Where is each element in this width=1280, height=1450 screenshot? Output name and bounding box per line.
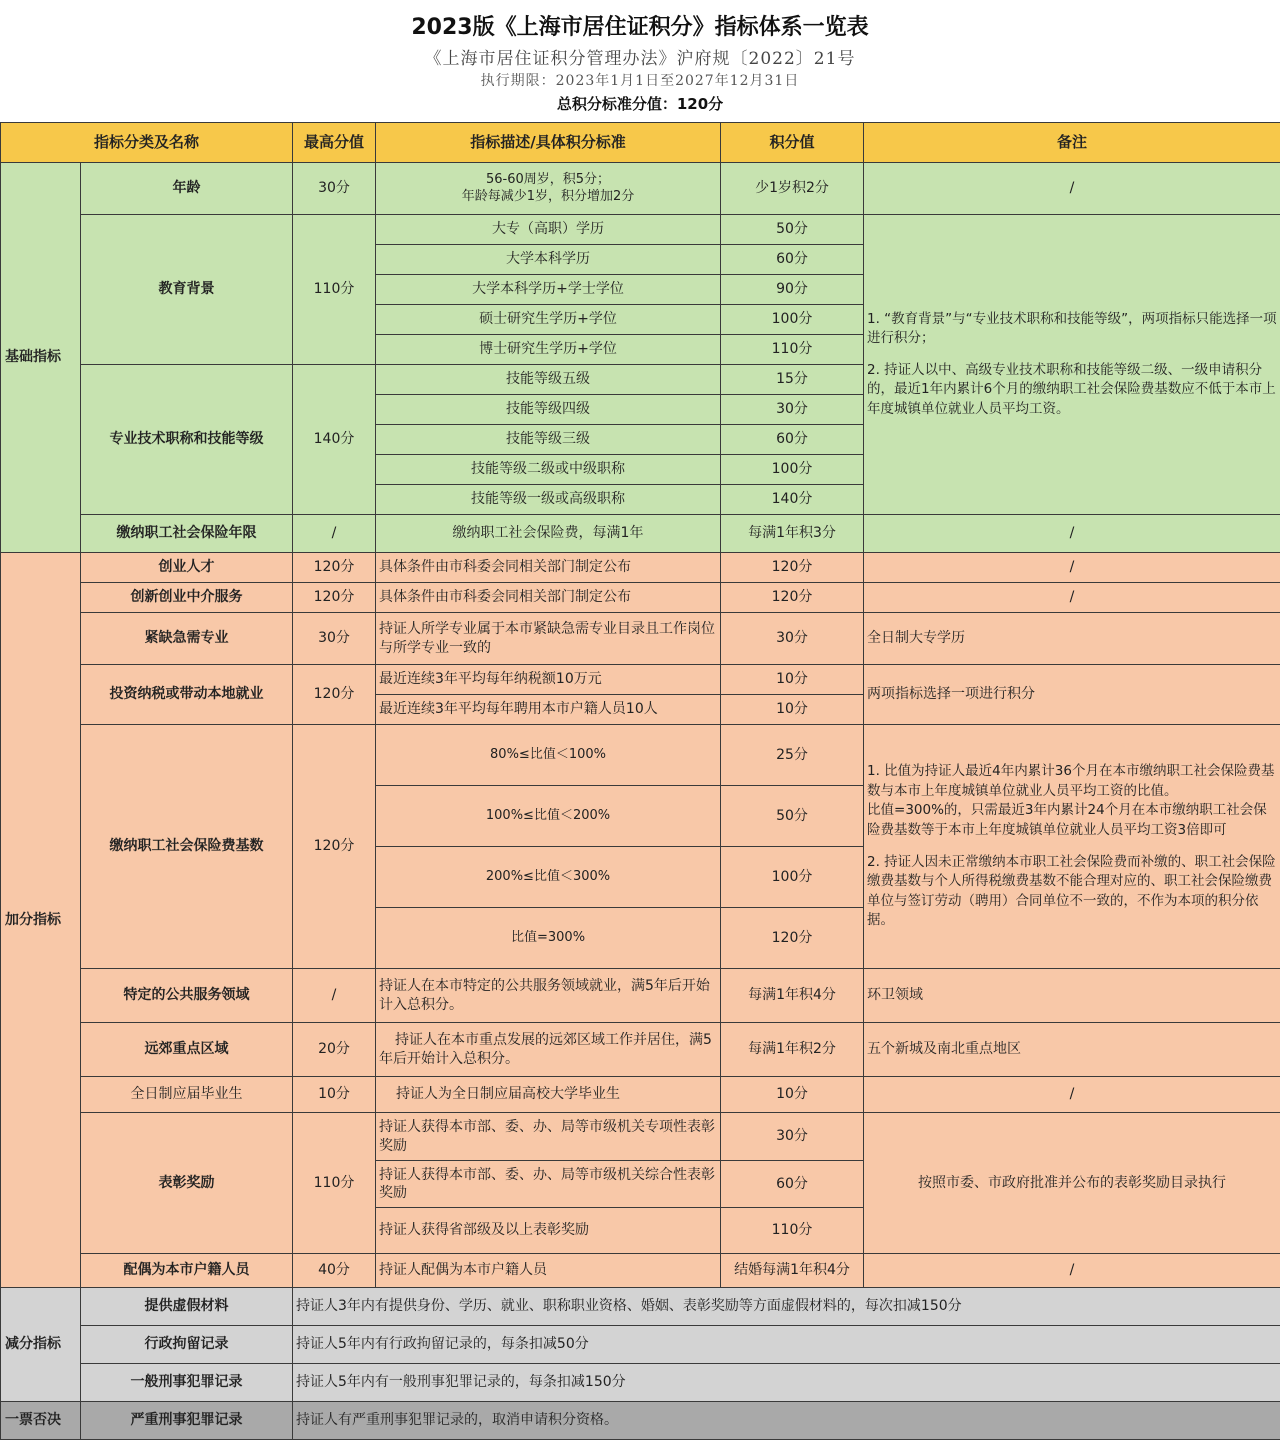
row-name-innovation: 创新创业中介服务 — [81, 583, 293, 613]
row-max-social-base: 120分 — [293, 725, 376, 969]
row-max-suburb: 20分 — [293, 1023, 376, 1077]
table-row — [1, 1077, 1280, 1113]
row-score-education: 50分 — [721, 215, 864, 245]
row-score-innovation: 120分 — [721, 583, 864, 613]
table-row — [1, 583, 1280, 613]
row-desc-skill: 技能等级二级或中级职称 — [376, 455, 721, 485]
row-max-skill: 140分 — [293, 365, 376, 515]
row-score-education: 100分 — [721, 305, 864, 335]
row-max-public-service: / — [293, 969, 376, 1023]
table-row — [1, 553, 1280, 583]
row-max-award: 110分 — [293, 1113, 376, 1254]
row-desc-suburb: 持证人在本市重点发展的远郊区域工作并居住，满5年后开始计入总积分。 — [376, 1023, 721, 1077]
row-note-social-years: / — [864, 515, 1280, 553]
row-desc-entrepreneur: 具体条件由市科委会同相关部门制定公布 — [376, 553, 721, 583]
row-desc-education: 硕士研究生学历+学位 — [376, 305, 721, 335]
category-deduct: 减分指标 — [1, 1288, 81, 1402]
row-note-social-base — [864, 725, 1280, 969]
row-score-public-service: 每满1年积4分 — [721, 969, 864, 1023]
table-row — [1, 1364, 1280, 1402]
col-header-name: 指标分类及名称 — [1, 123, 293, 163]
row-note-spouse: / — [864, 1254, 1280, 1288]
row-max-spouse: 40分 — [293, 1254, 376, 1288]
row-name-entrepreneur: 创业人才 — [81, 553, 293, 583]
row-max-education: 110分 — [293, 215, 376, 365]
row-score-suburb: 每满1年积2分 — [721, 1023, 864, 1077]
row-desc-detention: 持证人5年内有行政拘留记录的，每条扣减50分 — [293, 1326, 1280, 1364]
row-score-social-years: 每满1年积3分 — [721, 515, 864, 553]
row-note-public-service: 环卫领域 — [864, 969, 1280, 1023]
col-header-score: 积分值 — [721, 123, 864, 163]
row-desc-public-service: 持证人在本市特定的公共服务领域就业，满5年后开始计入总积分。 — [376, 969, 721, 1023]
row-score-graduate: 10分 — [721, 1077, 864, 1113]
row-desc-crime: 持证人5年内有一般刑事犯罪记录的，每条扣减150分 — [293, 1364, 1280, 1402]
row-note-invest: 两项指标选择一项进行积分 — [864, 665, 1280, 725]
row-score-award: 110分 — [721, 1208, 864, 1254]
table-row — [1, 1288, 1280, 1326]
table-row — [1, 1326, 1280, 1364]
row-score-skill: 100分 — [721, 455, 864, 485]
row-max-shortage: 30分 — [293, 613, 376, 665]
row-max-invest: 120分 — [293, 665, 376, 725]
row-note-innovation: / — [864, 583, 1280, 613]
row-desc-social-base: 200%≤比值＜300% — [376, 847, 721, 908]
row-desc-invest: 最近连续3年平均每年聘用本市户籍人员10人 — [376, 695, 721, 725]
row-name-public-service: 特定的公共服务领域 — [81, 969, 293, 1023]
row-note-education-skill — [864, 215, 1280, 515]
row-note-shortage: 全日制大专学历 — [864, 613, 1280, 665]
indicator-table — [0, 122, 1280, 1440]
row-desc-award: 持证人获得本市部、委、办、局等市级机关综合性表彰奖励 — [376, 1161, 721, 1208]
row-desc-skill: 技能等级三级 — [376, 425, 721, 455]
page-subtitle: 《上海市居住证积分管理办法》沪府规〔2022〕21号 — [424, 49, 856, 69]
row-note-graduate: / — [864, 1077, 1280, 1113]
row-name-age: 年龄 — [81, 163, 293, 215]
row-max-graduate: 10分 — [293, 1077, 376, 1113]
row-max-age: 30分 — [293, 163, 376, 215]
row-score-invest: 10分 — [721, 665, 864, 695]
row-desc-award: 持证人获得本市部、委、办、局等市级机关专项性表彰奖励 — [376, 1113, 721, 1161]
row-desc-skill: 技能等级四级 — [376, 395, 721, 425]
row-desc-social-base: 80%≤比值＜100% — [376, 725, 721, 786]
row-desc-education: 大学本科学历+学士学位 — [376, 275, 721, 305]
row-desc-age-line1: 56-60周岁，积5分； — [485, 171, 611, 187]
table-row — [1, 1023, 1280, 1077]
row-desc-social-years: 缴纳职工社会保险费，每满1年 — [376, 515, 721, 553]
row-note-suburb: 五个新城及南北重点地区 — [864, 1023, 1280, 1077]
table-header-row — [1, 123, 1280, 163]
note-social-base-1: 1. 比值为持证人最近4年内累计36个月在本市缴纳职工社会保险费基数与本市上年度城镇单位就业人员平均工资的比值。 — [867, 763, 1275, 799]
row-desc-social-base: 100%≤比值＜200% — [376, 786, 721, 847]
row-name-social-base: 缴纳职工社会保险费基数 — [81, 725, 293, 969]
row-max-innovation: 120分 — [293, 583, 376, 613]
row-desc-fake: 持证人3年内有提供身份、学历、就业、职称职业资格、婚姻、表彰奖励等方面虚假材料的，每次扣减150分 — [293, 1288, 1280, 1326]
row-name-serious: 严重刑事犯罪记录 — [81, 1402, 293, 1440]
row-score-age: 少1岁积2分 — [721, 163, 864, 215]
table-row — [1, 1113, 1280, 1161]
row-name-invest: 投资纳税或带动本地就业 — [81, 665, 293, 725]
note-social-base-3: 2. 持证人因未正常缴纳本市职工社会保险费而补缴的、职工社会保险缴费基数与个人所得税缴费基数不能合理对应的、职工社会保险缴费单位与签订劳动（聘用）合同单位不一致的，不作为本项的积分依据。 — [867, 853, 1276, 929]
table-row — [1, 1254, 1280, 1288]
total-standard-score: 总积分标准分值：120分 — [556, 95, 724, 113]
table-row — [1, 515, 1280, 553]
row-note-entrepreneur: / — [864, 553, 1280, 583]
row-desc-shortage: 持证人所学专业属于本市紧缺急需专业目录且工作岗位与所学专业一致的 — [376, 613, 721, 665]
row-desc-education: 大学本科学历 — [376, 245, 721, 275]
row-name-award: 表彰奖励 — [81, 1113, 293, 1254]
row-score-shortage: 30分 — [721, 613, 864, 665]
col-header-note: 备注 — [864, 123, 1280, 163]
table-row — [1, 665, 1280, 695]
row-desc-skill: 技能等级一级或高级职称 — [376, 485, 721, 515]
row-name-shortage: 紧缺急需专业 — [81, 613, 293, 665]
row-name-crime: 一般刑事犯罪记录 — [81, 1364, 293, 1402]
row-score-award: 30分 — [721, 1113, 864, 1161]
row-desc-skill: 技能等级五级 — [376, 365, 721, 395]
row-desc-graduate: 持证人为全日制应届高校大学毕业生 — [376, 1077, 721, 1113]
table-row — [1, 725, 1280, 786]
note-social-base-2: 比值=300%的，只需最近3年内累计24个月在本市缴纳职工社会保险费基数等于本市上年度城镇单位就业人员平均工资3倍即可 — [867, 802, 1267, 838]
row-name-spouse: 配偶为本市户籍人员 — [81, 1254, 293, 1288]
category-basic: 基础指标 — [1, 163, 81, 553]
row-note-award: 按照市委、市政府批准并公布的表彰奖励目录执行 — [864, 1113, 1280, 1254]
note-education-2: 2. 持证人以中、高级专业技术职称和技能等级二级、一级申请积分的，最近1年内累计6个月的缴纳职工社会保险费基数应不低于本市上年度城镇单位就业人员平均工资。 — [867, 361, 1276, 417]
row-desc-invest: 最近连续3年平均每年纳税额10万元 — [376, 665, 721, 695]
row-desc-age-line2: 年龄每减少1岁，积分增加2分 — [461, 188, 635, 204]
table-row — [1, 1402, 1280, 1440]
row-desc-serious: 持证人有严重刑事犯罪记录的，取消申请积分资格。 — [293, 1402, 1280, 1440]
row-score-social-base: 100分 — [721, 847, 864, 908]
table-row — [1, 613, 1280, 665]
page-header — [0, 0, 1280, 122]
row-name-skill: 专业技术职称和技能等级 — [81, 365, 293, 515]
row-desc-education: 博士研究生学历+学位 — [376, 335, 721, 365]
row-name-graduate: 全日制应届毕业生 — [81, 1077, 293, 1113]
page-title: 2023版《上海市居住证积分》指标体系一览表 — [411, 15, 869, 40]
row-desc-innovation: 具体条件由市科委会同相关部门制定公布 — [376, 583, 721, 613]
row-max-entrepreneur: 120分 — [293, 553, 376, 583]
row-name-education: 教育背景 — [81, 215, 293, 365]
row-desc-age — [376, 163, 721, 215]
row-score-entrepreneur: 120分 — [721, 553, 864, 583]
category-bonus: 加分指标 — [1, 553, 81, 1288]
row-score-invest: 10分 — [721, 695, 864, 725]
table-row — [1, 163, 1280, 215]
row-score-award: 60分 — [721, 1161, 864, 1208]
row-name-fake: 提供虚假材料 — [81, 1288, 293, 1326]
row-score-spouse: 结婚每满1年积4分 — [721, 1254, 864, 1288]
table-row — [1, 215, 1280, 245]
row-note-age: / — [864, 163, 1280, 215]
row-score-social-base: 120分 — [721, 908, 864, 969]
row-score-skill: 60分 — [721, 425, 864, 455]
table-row — [1, 969, 1280, 1023]
col-header-max: 最高分值 — [293, 123, 376, 163]
row-score-education: 90分 — [721, 275, 864, 305]
category-veto: 一票否决 — [1, 1402, 81, 1440]
note-education-1: 1. “教育背景”与“专业技术职称和技能等级”，两项指标只能选择一项进行积分； — [867, 310, 1277, 347]
row-max-social-years: / — [293, 515, 376, 553]
row-desc-award: 持证人获得省部级及以上表彰奖励 — [376, 1208, 721, 1254]
row-score-social-base: 50分 — [721, 786, 864, 847]
row-score-social-base: 25分 — [721, 725, 864, 786]
row-desc-spouse: 持证人配偶为本市户籍人员 — [376, 1254, 721, 1288]
row-score-education: 60分 — [721, 245, 864, 275]
execution-period: 执行期限：2023年1月1日至2027年12月31日 — [480, 73, 800, 89]
row-name-detention: 行政拘留记录 — [81, 1326, 293, 1364]
row-score-skill: 140分 — [721, 485, 864, 515]
row-name-social-years: 缴纳职工社会保险年限 — [81, 515, 293, 553]
row-score-skill: 15分 — [721, 365, 864, 395]
row-name-suburb: 远郊重点区域 — [81, 1023, 293, 1077]
row-desc-education: 大专（高职）学历 — [376, 215, 721, 245]
row-score-education: 110分 — [721, 335, 864, 365]
row-desc-social-base: 比值=300% — [376, 908, 721, 969]
row-score-skill: 30分 — [721, 395, 864, 425]
col-header-desc: 指标描述/具体积分标准 — [376, 123, 721, 163]
